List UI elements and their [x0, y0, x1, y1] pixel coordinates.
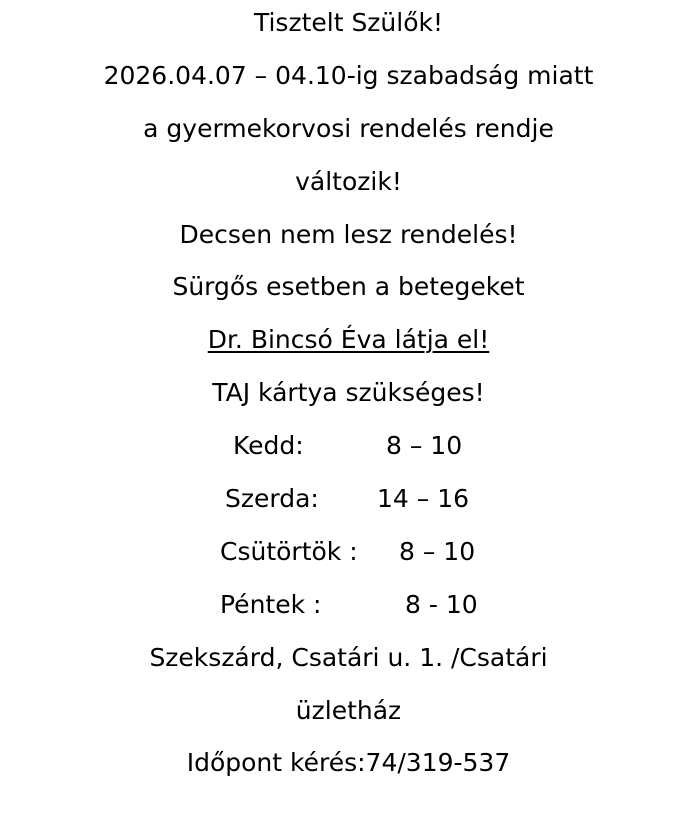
- appointment-line: Időpont kérés:74/319-537: [186, 748, 511, 777]
- doctor-name: Dr. Bincsó Éva látja el!: [207, 325, 490, 354]
- schedule-hours: 8 – 10: [399, 537, 476, 566]
- schedule-hours: 8 – 10: [386, 431, 463, 460]
- schedule-row-pentek: [0, 590, 697, 620]
- address-line-1: Szekszárd, Csatári u. 1. /Csatári: [149, 643, 548, 672]
- schedule-row-szerda: [0, 484, 697, 514]
- schedule-day: Péntek :: [220, 590, 322, 619]
- schedule-day: Szerda:: [225, 484, 319, 513]
- schedule-row-kedd: [0, 431, 697, 461]
- schedule-row-csutortok: [0, 537, 697, 567]
- schedule-day: Kedd:: [233, 431, 304, 460]
- taj-line: TAJ kártya szükséges!: [212, 378, 485, 407]
- schedule-hours: 14 – 16: [377, 484, 470, 513]
- address-line-2: üzletház: [295, 696, 402, 725]
- urgent-line: Sürgős esetben a betegeket: [172, 272, 525, 301]
- no-service-line: Decsen nem lesz rendelés!: [179, 220, 518, 249]
- reason-line: a gyermekorvosi rendelés rendje: [143, 114, 554, 143]
- doctor-line: [0, 325, 697, 355]
- date-range-line: 2026.04.07 – 04.10-ig szabadság miatt: [103, 61, 594, 90]
- schedule-hours: 8 - 10: [405, 590, 478, 619]
- schedule-day: Csütörtök :: [220, 537, 358, 566]
- change-line: változik!: [295, 167, 402, 196]
- greeting: Tisztelt Szülők!: [253, 8, 444, 37]
